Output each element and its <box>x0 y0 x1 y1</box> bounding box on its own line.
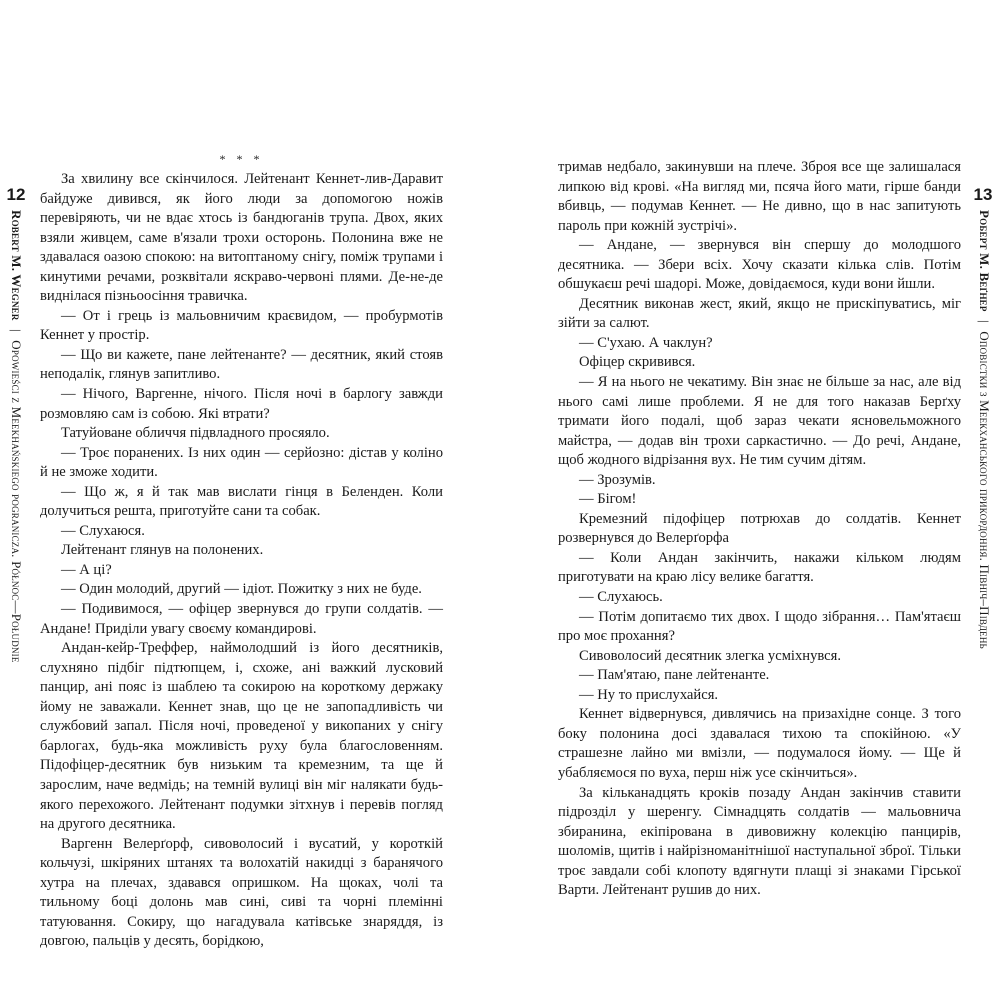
paragraph: — Ну то прислухайся. <box>579 686 719 703</box>
paragraph: — Андане, — звернувся він спершу до молодшого десятника. — Збери всіх. Хочу сказати кілька слів. Потім обшукаєш речі шадорі. Може, довідаємося, куди вони йшли. <box>558 237 961 293</box>
paragraph: — Подивимося, — офіцер звернувся до групи солдатів. — Андане! Приділи увагу своєму командирові. <box>40 601 443 637</box>
paragraph: — Що ж, я й так мав вислати гінця в Беленден. Коли долучиться решта, приготуйте сани та собак. <box>40 483 443 520</box>
paragraph: Лейтенант глянув на полонених. <box>61 542 264 559</box>
right-running-head <box>966 0 1000 1000</box>
paragraph: — Бігом! <box>579 491 637 508</box>
running-head-author-left: Robert M. Wegner <box>9 210 24 321</box>
body-text-left <box>40 170 443 952</box>
paragraph: — Троє поранених. Із них один — серйозно: дістав у коліно й не зможе ходити. <box>40 444 443 481</box>
paragraph: Татуйоване обличчя підвладного просяяло. <box>61 425 330 442</box>
page-number-right: 13 <box>973 185 993 204</box>
running-head-right <box>975 210 993 649</box>
paragraph: Офіцер скривився. <box>579 354 696 371</box>
paragraph: — Я на нього не чекатиму. Він знає не більше за нас, але від нього самі лише проблеми. Я не для того наказав Берґху тримати його подалі, щоб зараз чекати ясновельможного майстра, — додав він трохи саркастично. — До речі, Андане, щоб жодного відрізання вух. Не тим сучим дітям. <box>558 374 961 469</box>
paragraph: Десятник виконав жест, який, якщо не прискіпуватись, міг зійти за салют. <box>558 295 961 332</box>
running-head-left <box>7 210 25 663</box>
paragraph: Варгенн Велерґорф, сивоволосий і вусатий, у короткій кольчузі, шкіряних штанях та волохатій накидці з баранячого хутра на плечах, здавався опришком. На щоках, чолі та тильному боці долонь мав сині, сиві та чорні племінні татуювання. Сокиру, що нагадувала катівське знаряддя, із довгою, пальців у десять, борідкою, <box>40 835 443 950</box>
paragraph: Кремезний підофіцер потрюхав до солдатів. Кеннет розвернувся до Велерґорфа <box>558 510 961 547</box>
paragraph: Сивоволосий десятник злегка усміхнувся. <box>579 647 842 664</box>
paragraph: За хвилину все скінчилося. Лейтенант Кеннет-лив-Даравит байдуже дивився, як його люди за допомогою ножів перевіряють, чи не вдає хтось із бандюганів трупа. Двох, яких взяли живцем, саме в'язали трохи осторонь. Полонина вже не здавалася оазою спокою: на витоптаному снігу, поміж трупами і кинутими речами, розквітали яскраво-червоні плями. Де-не-де виднілася пізньоосіння травичка. <box>40 171 443 305</box>
paragraph: Андан-кейр-Треффер, наймолодший із його десятників, слухняно підбіг підтюпцем, і, схоже, ані важкий лусковий панцир, ані пояс із шаблею та сокирою на короткому держаку йому не заважали. Кеннет знав, що це не запопадливість чи службовий запал. Після ночі, проведеної у викопаних у снігу барлогах, будь-яка можливість руху була благословенням. Підофіцер-десятник був низьким та кремезним, та ще й зарослим, наче ведмідь; на темній вулиці він міг налякати будь-якого перехожого. Лейтенант подумки зітхнув і перевів погляд на другого десятника. <box>40 640 443 833</box>
body-text-right <box>558 158 961 901</box>
right-page <box>500 0 1000 1000</box>
paragraph: За кільканадцять кроків позаду Андан закінчив ставити підрозділ у шеренгу. Сімнадцять солдатів — мальовнича збиранина, екіпірована в дивовижну колекцію панцирів, шоломів, щитів і найрізноманітнішої наступальної зброї. Тільки троє завдали собі клопоту вдягнути плащі зі знаками Гірської Варти. Лейтенант рушив до них. <box>558 784 961 899</box>
left-running-head <box>0 0 34 1000</box>
paragraph-continued: тримав недбало, закинувши на плече. Зброя все ще залишалася липкою від крові. «На вигляд ми, псяча його мати, гірше банди вбивць, — подумав Кеннет. — Не дивно, що в нас запитують пароль при кожній зустрічі». <box>558 159 961 234</box>
paragraph: — С'ухаю. А чаклун? <box>579 334 713 351</box>
paragraph: — Один молодий, другий — ідіот. Пожитку з них не буде. <box>61 581 422 598</box>
paragraph: — Пам'ятаю, пане лейтенанте. <box>579 667 770 684</box>
running-head-title-right: Оповістки з Меекханського прикордоння. Північ–Південь <box>977 331 992 649</box>
running-head-author-right: Роберт М. Веґнер <box>977 210 992 312</box>
paragraph: — От і грець із мальовничим краєвидом, — пробурмотів Кеннет у простір. <box>40 307 443 344</box>
section-break: * * * <box>219 152 264 166</box>
paragraph: — Що ви кажете, пане лейтенанте? — десятник, який стояв неподалік, глянув запитливо. <box>40 346 443 383</box>
paragraph: — А ці? <box>61 561 112 578</box>
paragraph: — Нічого, Варгенне, нічого. Після ночі в барлогу завжди розмовляю сам із собою. Які втрати? <box>40 386 443 422</box>
running-head-separator-left: | <box>9 329 24 332</box>
paragraph: — Слухаюся. <box>61 522 145 539</box>
running-head-separator-right: | <box>977 320 992 323</box>
running-head-title-left: Opowieści z Meekhańskiego pogranicza. Północ—Południe <box>9 340 24 663</box>
page-number-left: 12 <box>6 185 26 204</box>
paragraph: — Зрозумів. <box>579 471 656 488</box>
paragraph: Кеннет відвернувся, дивлячись на призахідне сонце. З того боку полонина досі здавалася тихою та спокійною. «У страшезне лайно ми вмізли, — подумалося йому. — Ще й убабляємося по вуха, перш ніж усе скінчиться». <box>558 706 961 781</box>
paragraph: — Коли Андан закінчить, накажи кільком людям приготувати на краю лісу велике багаття. <box>558 549 961 586</box>
paragraph: — Слухаюсь. <box>579 589 663 606</box>
paragraph: — Потім допитаємо тих двох. І щодо зібрання… Пам'ятаєш про моє прохання? <box>558 608 961 645</box>
